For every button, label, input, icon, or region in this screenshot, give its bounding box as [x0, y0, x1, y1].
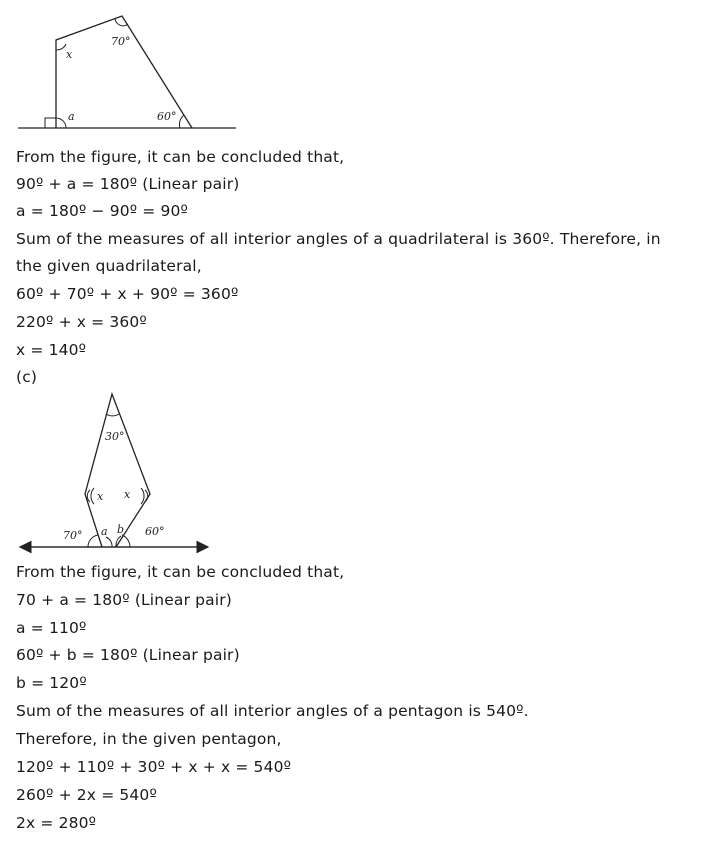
label-left-angle: 70° — [63, 529, 83, 542]
figure-pentagon — [0, 390, 230, 560]
label-angle-right: 60° — [157, 110, 177, 123]
figure-quadrilateral — [0, 0, 260, 135]
solution-c-line-8: 120º + 110º + 30º + x + x = 540º — [16, 758, 292, 776]
solution-c-line-5: b = 120º — [16, 674, 87, 692]
solution-c-line-3: a = 110º — [16, 619, 87, 637]
solution-c-line-6: Sum of the measures of all interior angles of a pentagon is 540º. — [16, 702, 529, 720]
solution-c-line-9: 260º + 2x = 540º — [16, 786, 157, 804]
label-top-angle: 30° — [105, 430, 125, 443]
solution-c-line-2: 70 + a = 180º (Linear pair) — [16, 591, 232, 609]
solution-b-line-8: x = 140º — [16, 341, 87, 359]
label-x: x — [66, 48, 73, 61]
label-b: b — [117, 523, 125, 536]
label-x-right: x — [124, 488, 131, 501]
label-a: a — [68, 110, 75, 123]
solution-b-line-4: Sum of the measures of all interior angles of a quadrilateral is 360º. Therefore, in — [16, 230, 661, 248]
label-a: a — [101, 525, 108, 538]
solution-c-line-7: Therefore, in the given pentagon, — [16, 730, 282, 748]
solution-c-line-1: From the figure, it can be concluded that, — [16, 563, 345, 581]
solution-b-line-3: a = 180º − 90º = 90º — [16, 202, 188, 220]
label-x-left: x — [97, 490, 104, 503]
solution-c-line-10: 2x = 280º — [16, 814, 97, 832]
solution-b-line-1: From the figure, it can be concluded that, — [16, 148, 345, 166]
label-angle-top: 70° — [111, 35, 131, 48]
solution-b-line-7: 220º + x = 360º — [16, 313, 147, 331]
solution-b-line-5: the given quadrilateral, — [16, 257, 202, 275]
label-right-angle: 60° — [145, 525, 165, 538]
solution-b-line-6: 60º + 70º + x + 90º = 360º — [16, 285, 239, 303]
solution-c-line-4: 60º + b = 180º (Linear pair) — [16, 646, 240, 664]
part-c-label: (c) — [16, 368, 38, 386]
solution-b-line-2: 90º + a = 180º (Linear pair) — [16, 175, 240, 193]
